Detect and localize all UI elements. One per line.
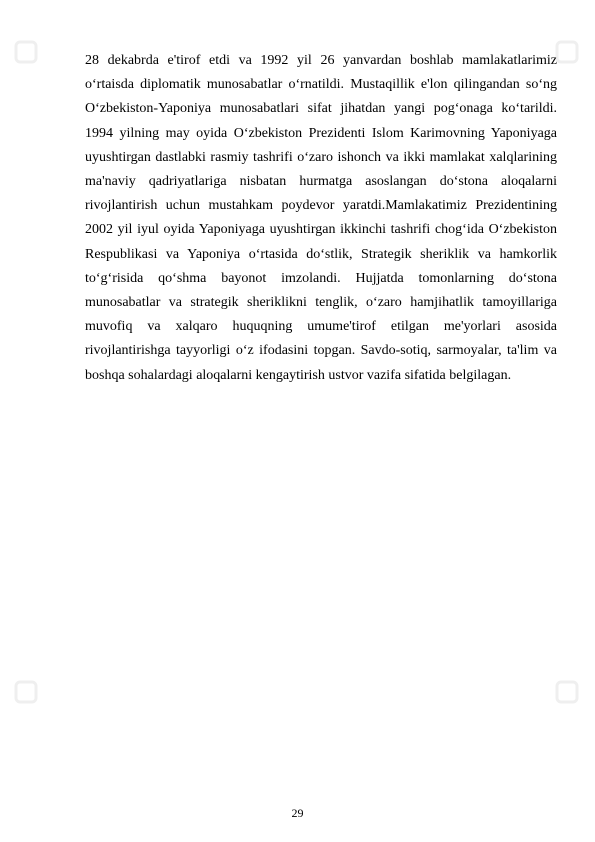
document-logo-icon (555, 680, 579, 704)
document-logo-icon (14, 40, 38, 64)
document-logo-icon (555, 40, 579, 64)
body-paragraph: 28 dekabrda e'tirof etdi va 1992 yil 26 yanvardan boshlab mamlakatlarimiz o‘rtaisda diplomatik munosabatlar o‘rnatildi. Mustaqillik e'lon qilingandan so‘ng O‘zbekiston-Yaponiya munosabatlari sifat jihatdan yangi pog‘onaga ko‘tarildi. 1994 yilning may oyida O‘zbekiston Prezidenti Islom Karimovning Yaponiyaga uyushtirgan dastlabki rasmiy tashrifi o‘zaro ishonch va ikki mamlakat xalqlarining ma'naviy qadriyatlariga nisbatan hurmatga asoslangan do‘stona aloqalarni rivojlantirish uchun mustahkam poydevor yaratdi.Mamlakatimiz Prezidentining 2002 yil iyul oyida Yaponiyaga uyushtirgan ikkinchi tashrifi chog‘ida O‘zbekiston Respublikasi va Yaponiya o‘rtasida do‘stlik, Strategik sheriklik va hamkorlik to‘g‘risida qo‘shma bayonot imzolandi. Hujjatda tomonlarning do‘stona munosabatlar va strategik sheriklikni tenglik, o‘zaro hamjihatlik tamoyillariga muvofiq va xalqaro huquqning umume'tirof etilgan me'yorlari asosida rivojlantirishga tayyorligi o‘z ifodasini topgan. Savdo-sotiq, sarmoyalar, ta'lim va boshqa sohalardagi aloqalarni kengaytirish ustvor vazifa sifatida belgilagan. (85, 53, 557, 383)
document-logo-icon (14, 680, 38, 704)
page-number: 29 (291, 806, 304, 820)
